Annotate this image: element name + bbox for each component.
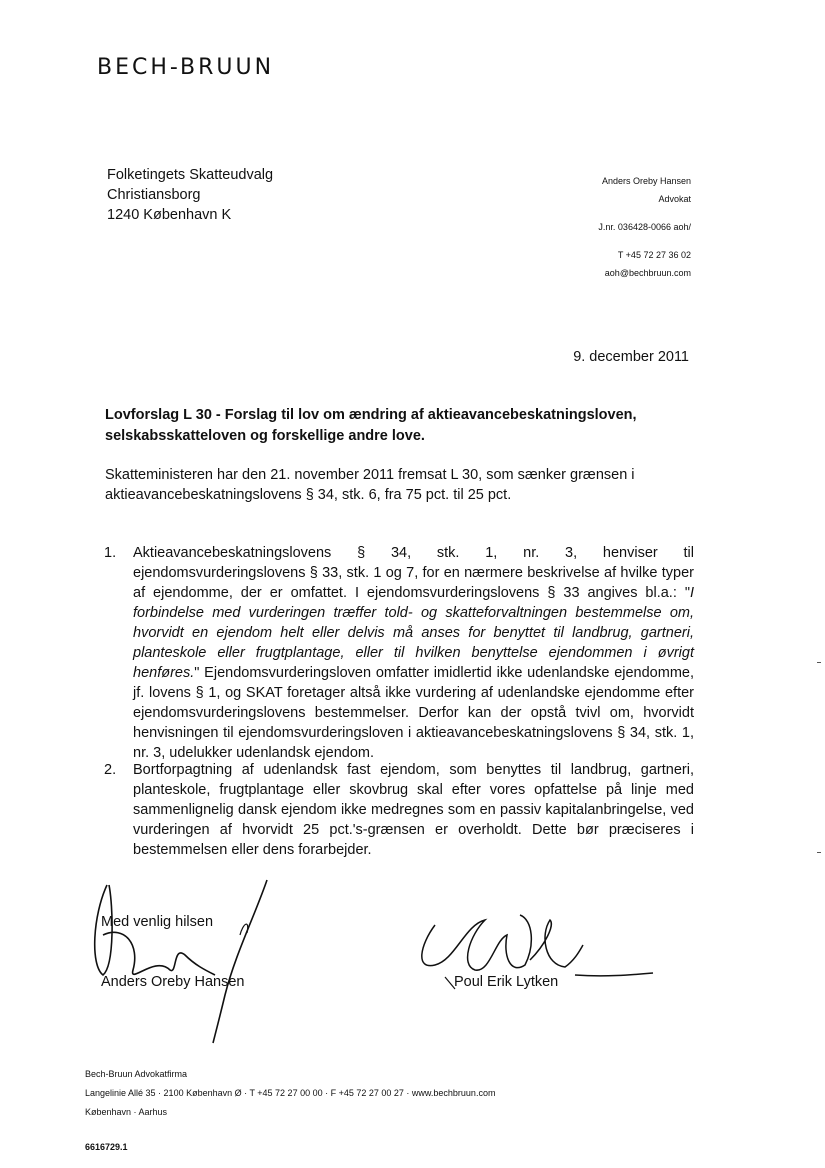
footer-address: Langelinie Allé 35 · 2100 København Ø · T +45 72 27 00 00 · F +45 72 27 00 27 · www.bechbruun.com — [85, 1088, 496, 1098]
item-text-part: Aktieavancebeskatningslovens § 34, stk. 1, nr. 3, henviser til ejendomsvurderingslovens § 33, stk. 1 og 7, for en nærmere beskrivelse af hvilke typer af ejendomme, der er omfattet. I ejendomsvurderingslovens § 33 angives bl.a.: " — [133, 545, 694, 601]
recipient-line: Folketingets Skatteudvalg — [107, 167, 274, 183]
sender-email: aoh@bechbruun.com — [604, 268, 691, 278]
company-logo: BECH-BRUUN — [97, 55, 275, 80]
handwritten-signature-2 — [415, 905, 660, 990]
item-quote: I forbindelse med vurderingen træffer told- og skatteforvaltningen bestemmelse om, hvorvidt en ejendom helt eller delvis må anses for benyttet til landbrug, gartneri, planteskole eller frugtplantage, eller til hvilken benyttelse ejendommen i øvrigt henføres. — [133, 585, 694, 681]
sender-name: Anders Oreby Hansen — [601, 176, 691, 186]
item-text — [133, 543, 694, 763]
letter-date: 9. december 2011 — [573, 349, 689, 365]
recipient-line: 1240 København K — [107, 207, 232, 223]
handwritten-signature-1 — [85, 875, 275, 1045]
sender-title: Advokat — [658, 194, 691, 204]
scan-edge-mark — [817, 852, 821, 853]
sender-phone: T +45 72 27 36 02 — [617, 250, 691, 260]
item-text: Bortforpagtning af udenlandsk fast ejendom, som benyttes til landbrug, gartneri, planteskole, frugtplantage eller skovbrug skal efter vores opfattelse på linje med sammenlignelig dansk ejendom ikke medregnes som en passiv kapitalanbringelse, ved vurderingen af hvorvidt 25 pct.'s-grænsen er overholdt. Dette bør præciseres i bestemmelsen eller dens forarbejder. — [133, 762, 694, 858]
closing-greeting: Med venlig hilsen — [101, 914, 214, 930]
signatory-name: Anders Oreby Hansen — [101, 974, 245, 990]
recipient-line: Christiansborg — [107, 187, 201, 203]
footer — [85, 1065, 495, 1122]
list-item — [104, 760, 694, 860]
item-text-part: " Ejendomsvurderingsloven omfatter imidlertid ikke udenlandske ejendomme, jf. lovens § 1, og SKAT foretager altså ikke vurdering af udenlandske ejendomme efter ejendomsvurderingslovens bestemmelser. Derfor kan der opstå tvivl om, hvorvidt henvisningen til ejendomsvurderingsloven i aktieavancebeskatningslovens § 34, stk. 1, nr. 3, udelukker udenlandsk ejendom. — [133, 665, 694, 761]
list-item — [104, 543, 694, 763]
footer-offices: København · Aarhus — [85, 1107, 168, 1117]
subject-heading: Lovforslag L 30 - Forslag til lov om ændring af aktieavancebeskatningsloven, selskabsskatteloven og forskellige andre love. — [105, 407, 637, 444]
signatory-name: Poul Erik Lytken — [454, 974, 559, 990]
recipient-address — [107, 165, 273, 225]
sender-block — [598, 172, 691, 282]
item-number: 2. — [104, 762, 117, 778]
scan-edge-mark — [817, 662, 821, 663]
footer-firm: Bech-Bruun Advokatfirma — [85, 1069, 188, 1079]
document-id: 6616729.1 — [85, 1142, 128, 1152]
intro-paragraph: Skatteministeren har den 21. november 2011 fremsat L 30, som sænker grænsen i aktieavancebeskatningslovens § 34, stk. 6, fra 75 pct. til 25 pct. — [105, 467, 635, 503]
journal-number: J.nr. 036428-0066 aoh/ — [598, 222, 691, 232]
item-number: 1. — [104, 545, 117, 561]
